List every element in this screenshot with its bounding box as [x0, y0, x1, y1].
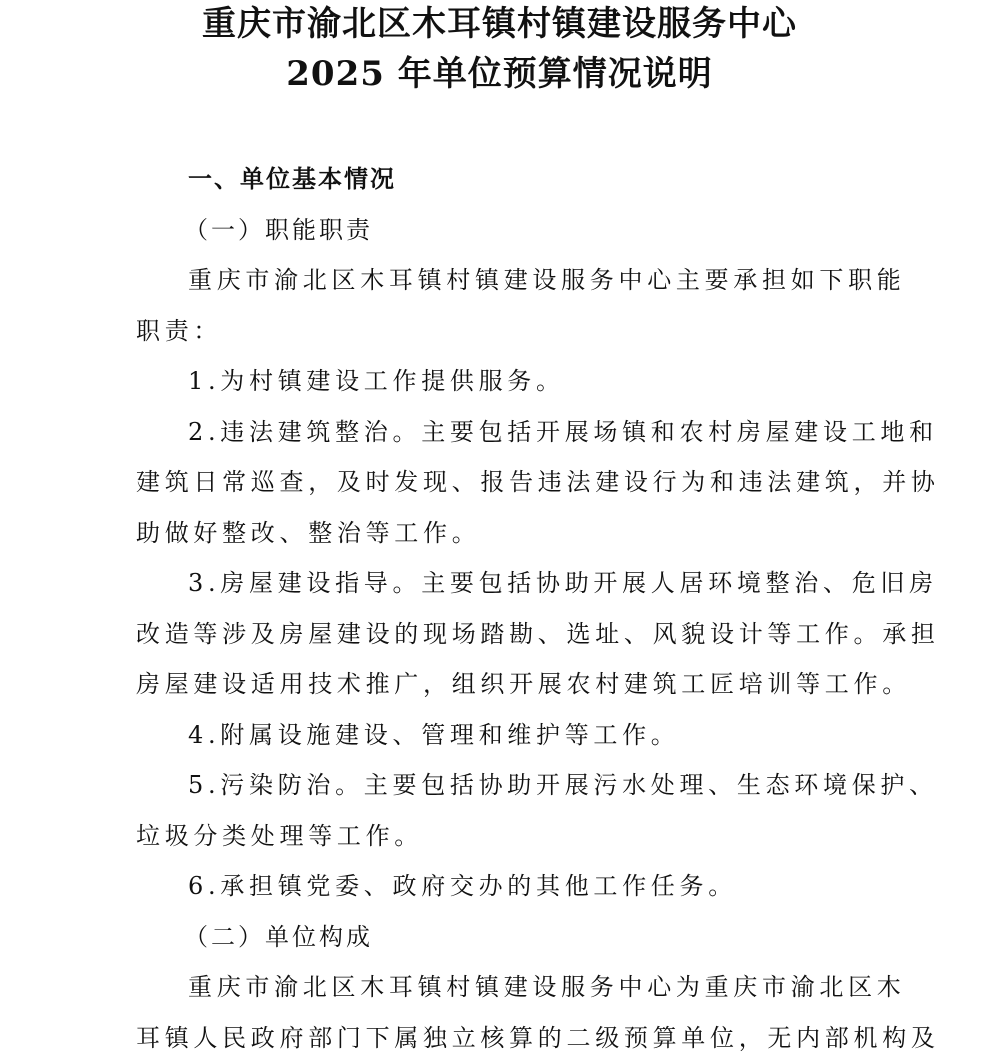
document-body — [136, 154, 882, 1063]
list-item-3-continuation: 房屋建设适用技术推广，组织开展农村建筑工匠培训等工作。 — [136, 659, 882, 710]
list-item-2-continuation: 建筑日常巡查，及时发现、报告违法建设行为和违法建筑，并协 — [136, 457, 882, 508]
subsection-heading-composition: （二）单位构成 — [136, 912, 882, 963]
section-heading-basic-info: 一、单位基本情况 — [136, 154, 882, 205]
list-item-2: 2.违法建筑整治。主要包括开展场镇和农村房屋建设工地和 — [136, 407, 882, 458]
document-title-line-1: 重庆市渝北区木耳镇村镇建设服务中心 — [0, 4, 999, 44]
list-item-6: 6.承担镇党委、政府交办的其他工作任务。 — [136, 861, 882, 912]
list-item-3: 3.房屋建设指导。主要包括协助开展人居环境整治、危旧房 — [136, 558, 882, 609]
list-item-2-continuation: 助做好整改、整治等工作。 — [136, 508, 882, 559]
paragraph-line: 重庆市渝北区木耳镇村镇建设服务中心主要承担如下职能 — [136, 255, 882, 306]
list-item-4: 4.附属设施建设、管理和维护等工作。 — [136, 710, 882, 761]
list-item-5: 5.污染防治。主要包括协助开展污水处理、生态环境保护、 — [136, 760, 882, 811]
document-title-line-2: 2025 年单位预算情况说明 — [0, 54, 999, 94]
list-item-3-continuation: 改造等涉及房屋建设的现场踏勘、选址、风貌设计等工作。承担 — [136, 609, 882, 660]
list-item-5-continuation: 垃圾分类处理等工作。 — [136, 811, 882, 862]
subsection-heading-functions: （一）职能职责 — [136, 205, 882, 256]
paragraph-line: 职责： — [136, 306, 882, 357]
list-item-1: 1.为村镇建设工作提供服务。 — [136, 356, 882, 407]
paragraph-line: 重庆市渝北区木耳镇村镇建设服务中心为重庆市渝北区木 — [136, 962, 882, 1013]
paragraph-line: 耳镇人民政府部门下属独立核算的二级预算单位，无内部机构及 — [136, 1013, 882, 1063]
